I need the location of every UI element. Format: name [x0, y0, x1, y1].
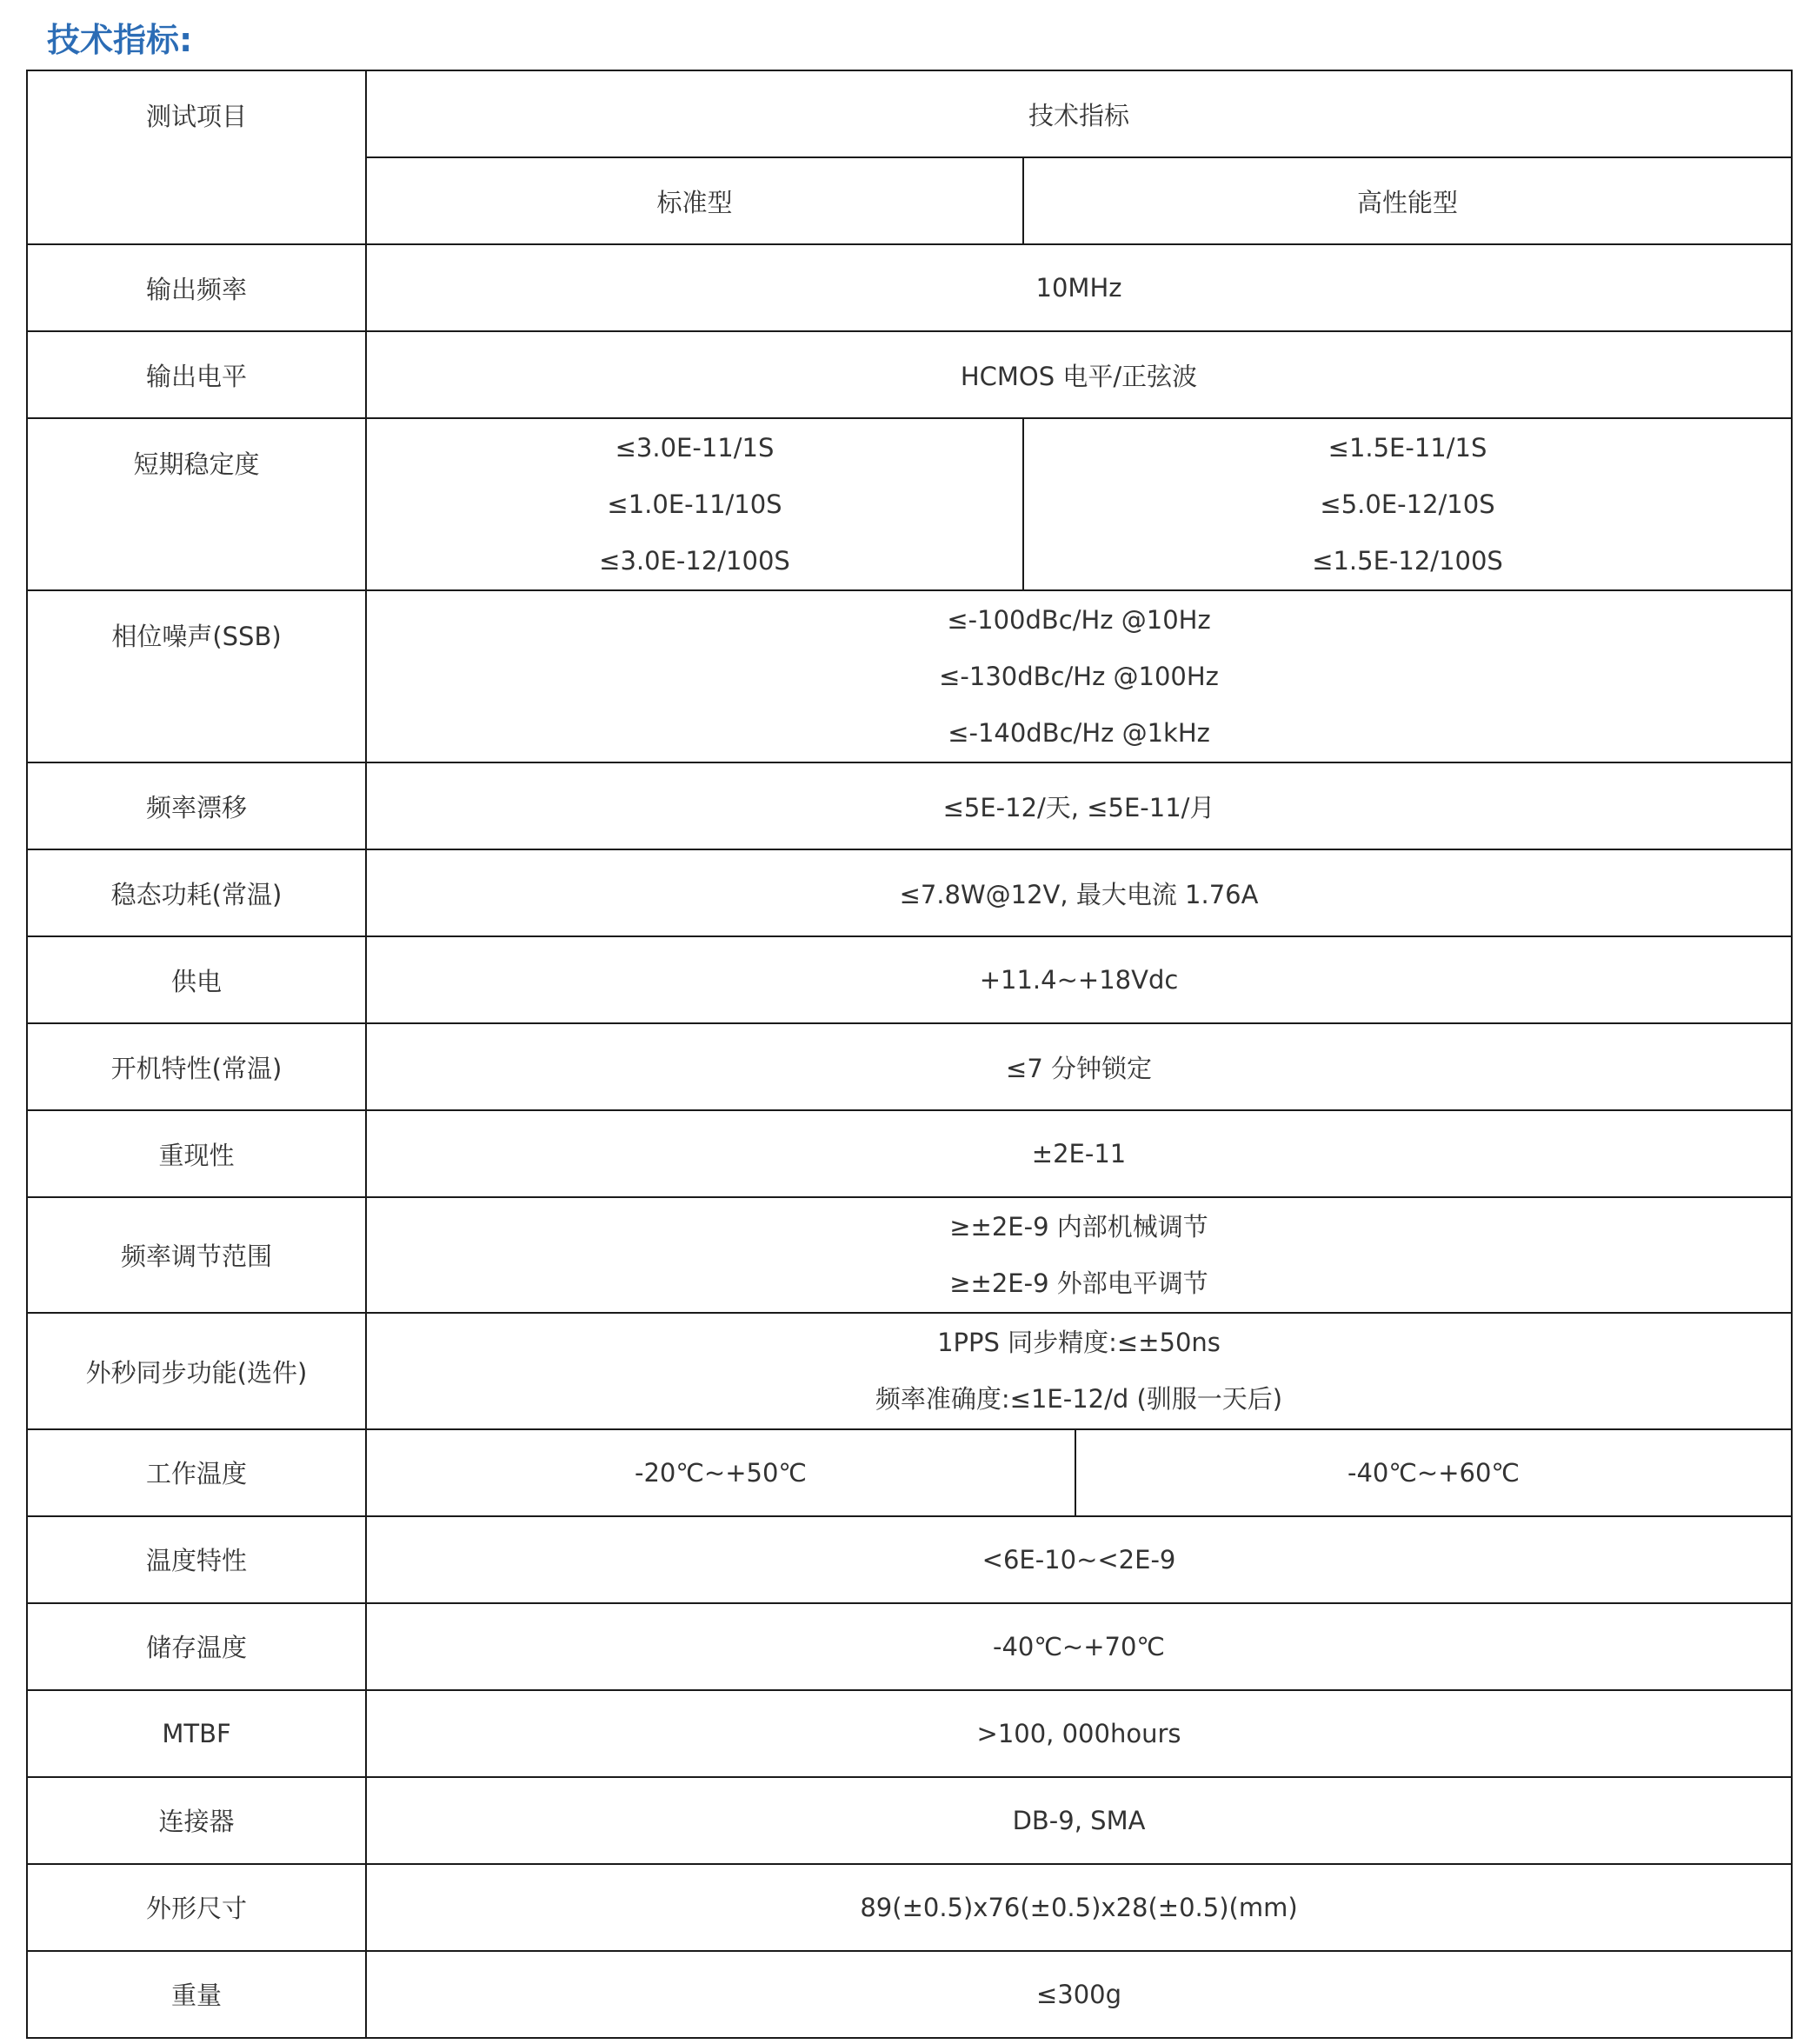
row-value-standard: -20℃~+50℃	[366, 1429, 1075, 1516]
table-row	[27, 1690, 1792, 1777]
row-label: MTBF	[27, 1690, 366, 1777]
row-label: 相位噪声(SSB)	[27, 590, 366, 762]
row-value: ≤300g	[366, 1951, 1792, 2038]
row-value: 89(±0.5)x76(±0.5)x28(±0.5)(mm)	[366, 1864, 1792, 1951]
table-row	[27, 1516, 1792, 1603]
row-value-high: ≤1.5E-11/1S ≤5.0E-12/10S ≤1.5E-12/100S	[1023, 418, 1792, 590]
table-row	[27, 1777, 1792, 1864]
table-row	[27, 936, 1792, 1023]
table-row	[27, 590, 1792, 762]
row-value: HCMOS 电平/正弦波	[366, 331, 1792, 418]
row-label: 外形尺寸	[27, 1864, 366, 1951]
row-label: 供电	[27, 936, 366, 1023]
row-value: DB-9, SMA	[366, 1777, 1792, 1864]
table-row	[27, 1951, 1792, 2038]
section-heading: 技术指标:	[47, 21, 193, 59]
row-value: +11.4~+18Vdc	[366, 936, 1792, 1023]
row-value: ≥±2E-9 内部机械调节 ≥±2E-9 外部电平调节	[366, 1197, 1792, 1313]
row-value: 10MHz	[366, 244, 1792, 331]
row-label: 稳态功耗(常温)	[27, 849, 366, 936]
row-label: 重量	[27, 1951, 366, 2038]
header-spec: 技术指标	[366, 70, 1792, 157]
row-label: 短期稳定度	[27, 418, 366, 590]
row-label: 外秒同步功能(选件)	[27, 1313, 366, 1428]
row-value-standard: ≤3.0E-11/1S ≤1.0E-11/10S ≤3.0E-12/100S	[366, 418, 1023, 590]
row-label: 开机特性(常温)	[27, 1023, 366, 1110]
table-row	[27, 849, 1792, 936]
row-value: 1PPS 同步精度:≤±50ns 频率准确度:≤1E-12/d (驯服一天后)	[366, 1313, 1792, 1428]
table-row	[27, 1603, 1792, 1690]
table-row	[27, 244, 1792, 331]
table-row	[27, 1110, 1792, 1197]
row-label: 温度特性	[27, 1516, 366, 1603]
table-row	[27, 331, 1792, 418]
row-value-high: -40℃~+60℃	[1075, 1429, 1792, 1516]
header-standard: 标准型	[366, 157, 1023, 244]
table-row	[27, 1023, 1792, 1110]
table-row	[27, 1429, 1792, 1516]
header-high-performance: 高性能型	[1023, 157, 1792, 244]
row-value: ≤-100dBc/Hz @10Hz ≤-130dBc/Hz @100Hz ≤-140dBc/Hz @1kHz	[366, 590, 1792, 762]
row-label: 频率调节范围	[27, 1197, 366, 1313]
row-label: 重现性	[27, 1110, 366, 1197]
spec-table	[26, 70, 1793, 2039]
row-label: 频率漂移	[27, 762, 366, 849]
row-value: ±2E-11	[366, 1110, 1792, 1197]
row-value: ≤7.8W@12V, 最大电流 1.76A	[366, 849, 1792, 936]
table-row	[27, 1197, 1792, 1313]
row-value: ≤5E-12/天, ≤5E-11/月	[366, 762, 1792, 849]
row-value: <6E-10~<2E-9	[366, 1516, 1792, 1603]
table-row	[27, 762, 1792, 849]
table-row	[27, 418, 1792, 590]
row-label: 工作温度	[27, 1429, 366, 1516]
table-row	[27, 1864, 1792, 1951]
row-label: 输出频率	[27, 244, 366, 331]
row-label: 连接器	[27, 1777, 366, 1864]
table-row	[27, 1313, 1792, 1428]
row-label: 储存温度	[27, 1603, 366, 1690]
row-label: 输出电平	[27, 331, 366, 418]
row-value: ≤7 分钟锁定	[366, 1023, 1792, 1110]
header-item: 测试项目	[27, 70, 366, 244]
table-header-row	[27, 70, 1792, 157]
row-value: -40℃~+70℃	[366, 1603, 1792, 1690]
row-value: >100, 000hours	[366, 1690, 1792, 1777]
